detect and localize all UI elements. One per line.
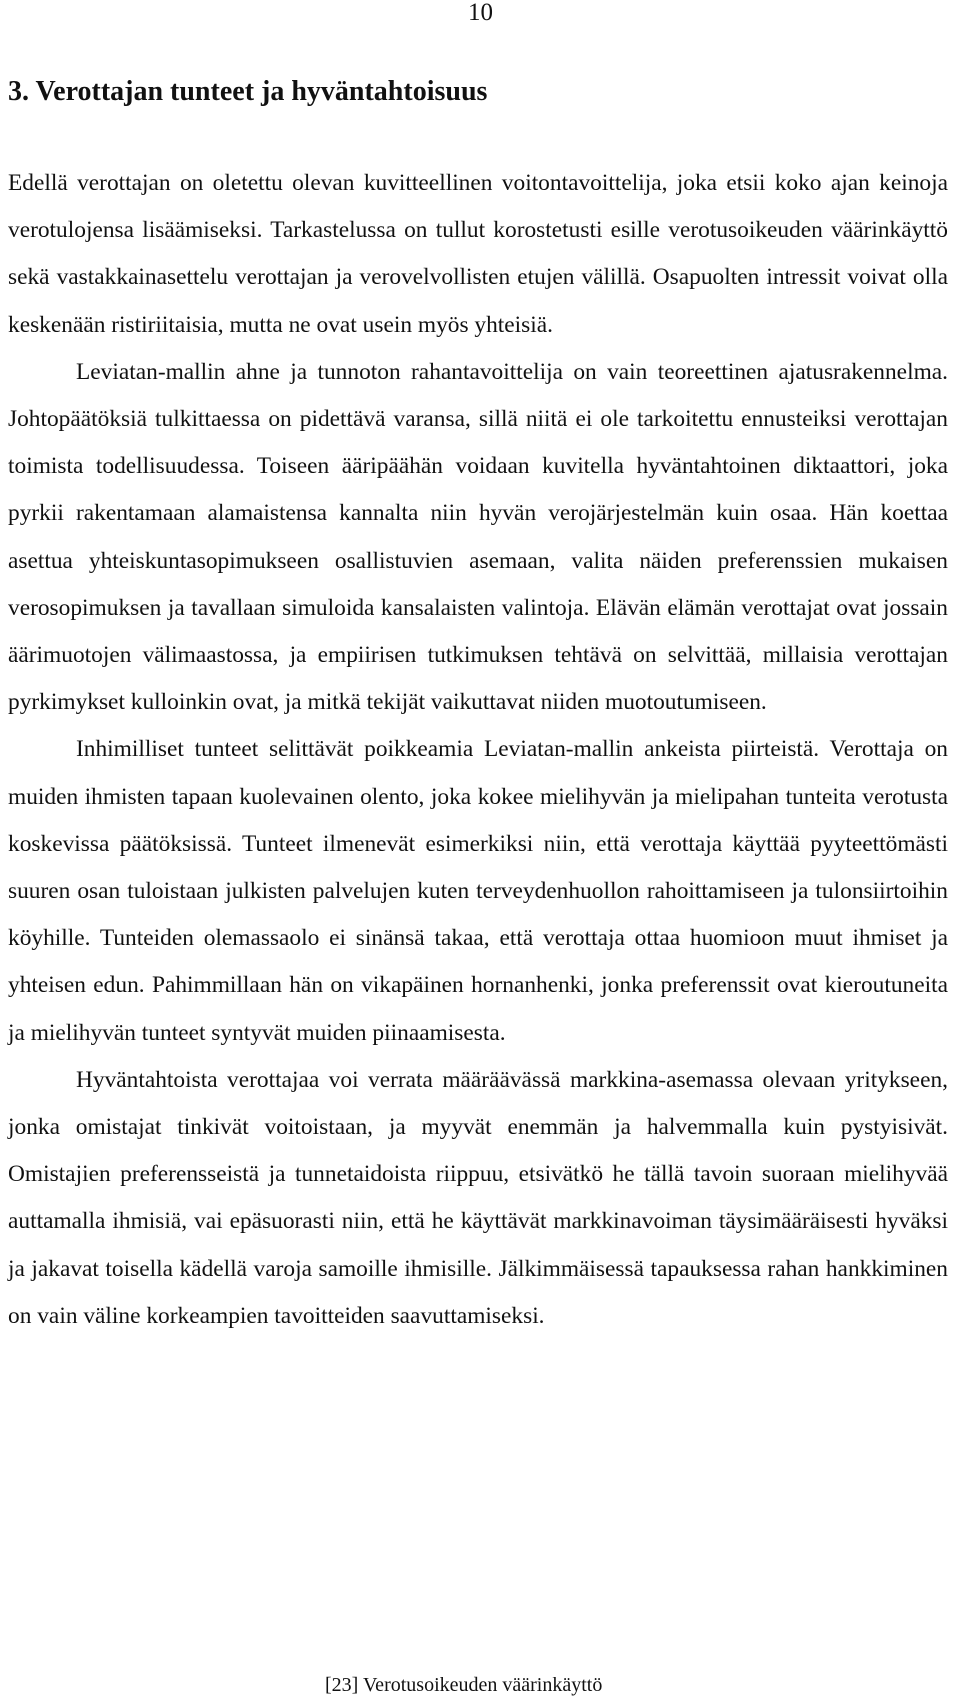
- paragraph-4: Hyväntahtoista verottajaa voi verrata määräävässä markkina-asemassa olevaan yritykseen, jonka omistajat tinkivät voitoistaan, ja myyvät enemmän ja halvemmalla kuin pystyisivät. Omistajien preferensseistä ja tunnetaidoista riippuu, etsivätkö he tällä tavoin suoraan mielihyvää auttamalla ihmisiä, vai epäsuorasti niin, että he käyttävät markkinavoiman täysimääräisesti hyväksi ja jakavat toisella kädellä varoja samoille ihmisille. Jälkimmäisessä tapauksessa rahan hankkiminen on vain väline korkeampien tavoitteiden saavuttamiseksi.: [8, 1066, 948, 1329]
- page-number: 10: [468, 0, 493, 26]
- section-heading: 3. Verottajan tunteet ja hyväntahtoisuus: [8, 76, 488, 107]
- paragraph-1: Edellä verottajan on oletettu olevan kuvitteellinen voitontavoittelija, joka etsii koko ajan keinoja verotulojensa lisäämiseksi. Tarkastelussa on tullut korostetusti esille verotusoikeuden väärinkäyttö sekä vastakkainasettelu verottajan ja verovelvollisten etujen välillä. Osapuolten intressit voivat olla keskenään ristiriitaisia, mutta ne ovat usein myös yhteisiä.: [8, 170, 948, 338]
- page-footer: [23] Verotusoikeuden väärinkäyttö: [325, 1674, 603, 1696]
- paragraph-3: Inhimilliset tunteet selittävät poikkeamia Leviatan-mallin ankeista piirteistä. Verottaja on muiden ihmisten tapaan kuolevainen olento, joka kokee mielihyvän ja mielipahan tunteita verotusta koskevissa päätöksissä. Tunteet ilmenevät esimerkiksi niin, että verottaja käyttää pyyteettömästi suuren osan tuloistaan julkisten palvelujen kuten terveydenhuollon rahoittamiseen ja tulonsiirtoihin köyhille. Tunteiden olemassaolo ei sinänsä takaa, että verottaja ottaa huomioon muut ihmiset ja yhteisen edun. Pahimmillaan hän on vikapäinen hornanhenki, jonka preferenssit ovat kieroutuneita ja mielihyvän tunteet syntyvät muiden piinaamisesta.: [8, 736, 948, 1046]
- body-text: [8, 160, 948, 1340]
- paragraph-2: Leviatan-mallin ahne ja tunnoton rahantavoittelija on vain teoreettinen ajatusrakennelma. Johtopäätöksiä tulkittaessa on pidettävä varansa, sillä niitä ei ole tarkoitettu ennusteiksi verottajan toimista todellisuudessa. Toiseen ääripäähän voidaan kuvitella hyväntahtoinen diktaattori, joka pyrkii rakentamaan alamaistensa kannalta niin hyvän verojärjestelmän kuin osaa. Hän koettaa asettua yhteiskuntasopimukseen osallistuvien asemaan, valita näiden preferenssien mukaisen verosopimuksen ja tavallaan simuloida kansalaisten valintoja. Elävän elämän verottajat ovat jossain äärimuotojen välimaastossa, ja empiirisen tutkimuksen tehtävä on selvittää, millaisia verottajan pyrkimykset kulloinkin ovat, ja mitkä tekijät vaikuttavat niiden muotoutumiseen.: [8, 358, 948, 716]
